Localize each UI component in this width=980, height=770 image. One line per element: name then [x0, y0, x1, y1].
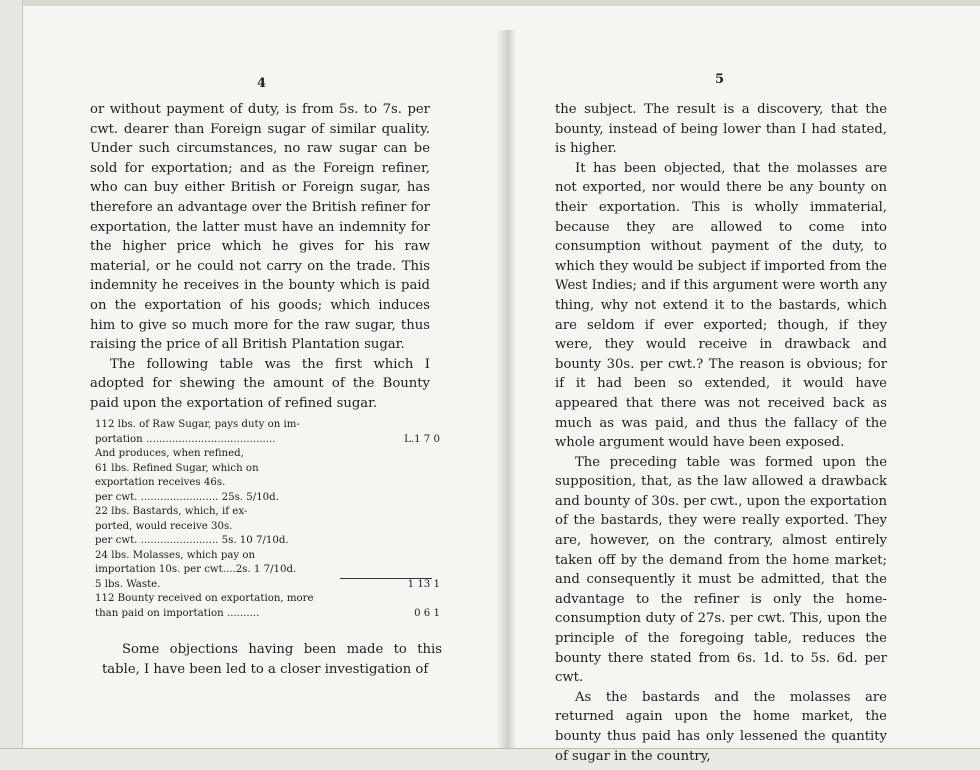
table-row [95, 563, 440, 578]
table-label: 112 lbs. of Raw Sugar, pays duty on im- [95, 419, 300, 430]
total-rule [340, 578, 432, 579]
table-row [95, 578, 440, 593]
table-row [95, 462, 440, 477]
table-label: And produces, when refined, [95, 448, 244, 459]
table-row [95, 534, 440, 549]
page-number: 4 [257, 76, 267, 91]
table-label: portation ........................................ [95, 433, 276, 445]
table-row [95, 549, 440, 564]
table-label: 22 lbs. Bastards, which, if ex- [95, 506, 248, 517]
right-page-body [555, 100, 887, 766]
table-value: 1 13 1 [407, 578, 440, 590]
paragraph: It has been objected, that the molasses are not exported, nor would there be any bounty on their exportation. This is wholly immaterial, because they are allowed to come into consumption without payment of the duty, to which they would be subject if imported from the West Indies; and if this argument were worth any thing, why not extend it to the bastards, which are seldom if ever exported; though, if they were, they would receive in drawback and bounty 30s. per cwt.? The reason is obvious; for if it had been so extended, it would have appeared that there was not received back as much as was paid, and thus the fallacy of the whole argument would have been exposed. [555, 160, 887, 451]
table-value: L.1 7 0 [404, 433, 440, 445]
table-label: importation 10s. per cwt....2s. 1 7/10d. [95, 564, 297, 575]
left-page-body [90, 100, 430, 414]
book-gutter [496, 30, 516, 750]
page-number: 5 [715, 72, 725, 87]
table-row [95, 607, 440, 622]
bounty-table [95, 418, 440, 621]
table-row [95, 491, 440, 506]
table-label: 24 lbs. Molasses, which pay on [95, 549, 256, 561]
table-label: 61 lbs. Refined Sugar, which on [95, 462, 259, 474]
paragraph: Some objections having been made to this table, I have been led to a closer investigation of [102, 642, 442, 677]
table-row [95, 447, 440, 462]
table-row [95, 476, 440, 491]
table-value: 0 6 1 [414, 607, 440, 619]
paragraph: The following table was the first which I adopted for shewing the amount of the Bounty paid upon the exportation of refined sugar. [90, 356, 430, 411]
table-label: 112 Bounty received on exportation, more [95, 593, 314, 604]
closing-paragraph-block [102, 640, 442, 679]
table-label: per cwt. ........................ 5s. 10 7/10d. [95, 535, 289, 546]
table-row [95, 418, 440, 433]
table-row [95, 520, 440, 535]
table-label: than paid on importation .......... [95, 607, 260, 619]
left-edge [0, 0, 23, 769]
paragraph: The preceding table was formed upon the supposition, that, as the law allowed a drawback and bounty of 30s. per cwt., upon the exportation of the bastards, they were really exported. They are, however, on the contrary, almost entirely taken off by the demand from the home market; and consequently it must be admitted, that the advantage to the refiner is only the home-consumption duty of 27s. per cwt. This, upon the principle of the foregoing table, reduces the bounty there stated from 6s. 1d. to 5s. 6d. per cwt. [555, 454, 887, 686]
paragraph: the subject. The result is a discovery, that the bounty, instead of being lower than I had stated, is higher. [555, 102, 887, 157]
paragraph: As the bastards and the molasses are returned again upon the home market, the bounty thus paid has only lessened the quantity of sugar in the country, [555, 689, 887, 764]
table-label: exportation receives 46s. [95, 477, 226, 488]
table-label: per cwt. ........................ 25s. 5/10d. [95, 491, 279, 503]
table-label: 5 lbs. Waste. [95, 578, 161, 590]
table-row [95, 592, 440, 607]
table-row [95, 433, 440, 448]
paragraph: or without payment of duty, is from 5s. to 7s. per cwt. dearer than Foreign sugar of similar quality. Under such circumstances, no raw sugar can be sold for exportation; and as the Foreign refiner, who can buy either British or Foreign sugar, has therefore an advantage over the British refiner for exportation, the latter must have an indemnity for the higher price which he gives for his raw material, or he could not carry on the trade. This indemnity he receives in the bounty which is paid on the exportation of his goods; which induces him to give so much more for the raw sugar, thus raising the price of all British Plantation sugar. [90, 102, 430, 353]
table-label: ported, would receive 30s. [95, 520, 233, 532]
table-row [95, 505, 440, 520]
top-edge [0, 0, 980, 6]
